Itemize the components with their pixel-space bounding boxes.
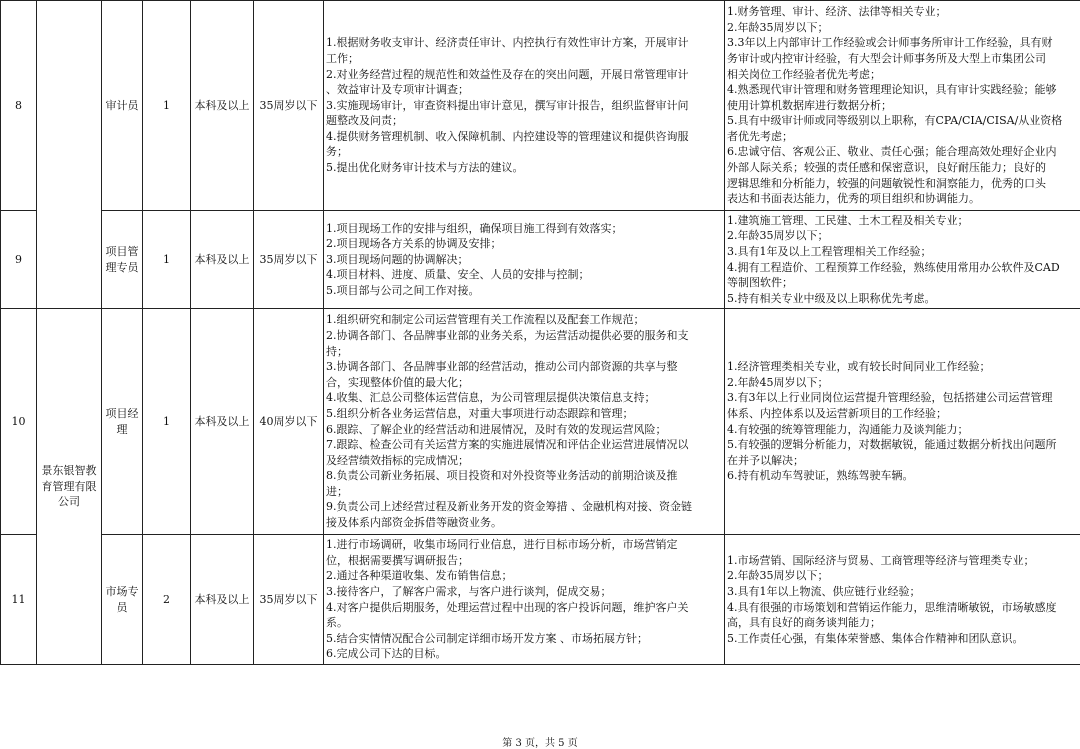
requirement-line: 1.建筑施工管理、工民建、土木工程及相关专业；	[727, 213, 1079, 229]
duty-line: 9.负责公司上述经营过程及新业务开发的资金筹措 、金融机构对接、资金链	[326, 499, 722, 515]
requirement-line: 使用计算机数据库进行数据分析；	[727, 98, 1079, 114]
duty-line: 4.提供财务管理机制、收入保障机制、内控建设等的管理建议和提供咨询服	[326, 129, 722, 145]
row-number: 11	[1, 535, 37, 665]
duty-line: 及经营绩效指标的完成情况；	[326, 453, 722, 469]
requirement-line: 5.持有相关专业中级及以上职称优先考虑。	[727, 291, 1079, 307]
age-requirement: 35周岁以下	[254, 1, 324, 211]
duty-line: 3.接待客户，了解客户需求，与客户进行谈判，促成交易；	[326, 584, 722, 600]
row-number: 8	[1, 1, 37, 211]
requirement-line: 等制图软件；	[727, 275, 1079, 291]
requirement-line: 在并予以解决；	[727, 453, 1079, 469]
job-duties	[324, 535, 725, 665]
age-requirement: 40周岁以下	[254, 309, 324, 535]
duty-line: 系。	[326, 615, 722, 631]
requirement-line: 5.具有中级审计师或同等级别以上职称，有CPA/CIA/CISA/从业资格	[727, 113, 1079, 129]
requirement-line: 4.熟悉现代审计管理和财务管理理论知识，具有审计实践经验；能够	[727, 82, 1079, 98]
requirement-line: 者优先考虑；	[727, 129, 1079, 145]
job-requirements	[725, 535, 1080, 665]
requirement-line: 逻辑思维和分析能力，较强的问题敏锐性和洞察能力，优秀的口头	[727, 176, 1079, 192]
age-requirement: 35周岁以下	[254, 535, 324, 665]
duty-line: 3.项目现场问题的协调解决；	[326, 252, 722, 268]
job-duties	[324, 1, 725, 211]
duty-line: 持；	[326, 344, 722, 360]
requirement-line: 1.市场营销、国际经济与贸易、工商管理等经济与管理类专业；	[727, 553, 1079, 569]
requirement-line: 2.年龄35周岁以下；	[727, 228, 1079, 244]
duty-line: 1.项目现场工作的安排与组织，确保项目施工得到有效落实；	[326, 221, 722, 237]
position-title: 审计员	[102, 1, 143, 211]
table-row	[1, 211, 1080, 309]
headcount: 1	[143, 1, 191, 211]
job-duties	[324, 309, 725, 535]
requirement-line: 6.持有机动车驾驶证，熟练驾驶车辆。	[727, 468, 1079, 484]
duty-line: 4.对客户提供后期服务，处理运营过程中出现的客户投诉问题，维护客户关	[326, 600, 722, 616]
requirement-line: 相关岗位工作经验者优先考虑；	[727, 67, 1079, 83]
duty-line: 1.根据财务收支审计、经济责任审计、内控执行有效性审计方案，开展审计	[326, 35, 722, 51]
requirement-line: 2.年龄35周岁以下；	[727, 568, 1079, 584]
duty-line: 5.结合实情情况配合公司制定详细市场开发方案 、市场拓展方针；	[326, 631, 722, 647]
requirement-line: 2.年龄35周岁以下；	[727, 20, 1079, 36]
requirement-line: 3.3年以上内部审计工作经验或会计师事务所审计工作经验，具有财	[727, 35, 1079, 51]
duty-line: 进；	[326, 484, 722, 500]
duty-line: 题整改及问责；	[326, 113, 722, 129]
age-requirement: 35周岁以下	[254, 211, 324, 309]
duty-line: 8.负责公司新业务拓展、项目投资和对外投资等业务活动的前期洽谈及推	[326, 468, 722, 484]
requirement-line: 5.工作责任心强，有集体荣誉感、集体合作精神和团队意识。	[727, 631, 1079, 647]
requirement-line: 4.拥有工程造价、工程预算工作经验，熟练使用常用办公软件及CAD	[727, 260, 1079, 276]
table-row	[1, 1, 1080, 211]
page-footer: 第 3 页，共 5 页	[0, 734, 1080, 749]
duty-line: 接及体系内部资金拆借等融资业务。	[326, 515, 722, 531]
duty-line: 6.跟踪、了解企业的经营活动和进展情况，及时有效的发现运营风险；	[326, 422, 722, 438]
table-row	[1, 309, 1080, 535]
duty-line: 4.收集、汇总公司整体运营信息，为公司管理层提供决策信息支持；	[326, 390, 722, 406]
requirement-line: 1.经济管理类相关专业，或有较长时间同业工作经验；	[727, 359, 1079, 375]
duty-line: 位，根据需要撰写调研报告；	[326, 553, 722, 569]
company-name: 景东银智教育管理有限公司	[37, 309, 102, 665]
requirement-line: 5.有较强的逻辑分析能力，对数据敏锐，能通过数据分析找出问题所	[727, 437, 1079, 453]
duty-line: 2.对业务经营过程的规范性和效益性及存在的突出问题，开展日常管理审计	[326, 67, 722, 83]
requirement-line: 务审计或内控审计经验，有大型会计师事务所及大型上市集团公司	[727, 51, 1079, 67]
education-requirement: 本科及以上	[191, 1, 254, 211]
requirement-line: 3.具有1年及以上工程管理相关工作经验；	[727, 244, 1079, 260]
requirement-line: 3.具有1年以上物流、供应链行业经验；	[727, 584, 1079, 600]
duty-line: 5.项目部与公司之间工作对接。	[326, 283, 722, 299]
row-number: 10	[1, 309, 37, 535]
job-requirements	[725, 309, 1080, 535]
requirement-line: 高，具有良好的商务谈判能力；	[727, 615, 1079, 631]
position-title: 市场专员	[102, 535, 143, 665]
requirement-line: 4.有较强的统筹管理能力，沟通能力及谈判能力；	[727, 422, 1079, 438]
duty-line: 合，实现整体价值的最大化；	[326, 375, 722, 391]
job-requirements	[725, 211, 1080, 309]
duty-line: 4.项目材料、进度、质量、安全、人员的安排与控制；	[326, 267, 722, 283]
duty-line: 2.项目现场各方关系的协调及安排；	[326, 236, 722, 252]
position-title: 项目管理专员	[102, 211, 143, 309]
requirement-line: 6.忠诚守信、客观公正、敬业、责任心强；能合理高效处理好企业内	[727, 144, 1079, 160]
job-duties	[324, 211, 725, 309]
duty-line: 7.跟踪、检查公司有关运营方案的实施进展情况和评估企业运营进展情况以	[326, 437, 722, 453]
duty-line: 6.完成公司下达的目标。	[326, 646, 722, 662]
duty-line: 务；	[326, 144, 722, 160]
job-requirements	[725, 1, 1080, 211]
requirement-line: 体系、内控体系以及运营新项目的工作经验；	[727, 406, 1079, 422]
headcount: 1	[143, 309, 191, 535]
requirement-line: 2.年龄45周岁以下；	[727, 375, 1079, 391]
education-requirement: 本科及以上	[191, 211, 254, 309]
headcount: 1	[143, 211, 191, 309]
duty-line: 工作；	[326, 51, 722, 67]
company-cell-empty	[37, 1, 102, 309]
duty-line: 、效益审计及专项审计调查；	[326, 82, 722, 98]
duty-line: 1.进行市场调研，收集市场同行业信息，进行目标市场分析，市场营销定	[326, 537, 722, 553]
position-title: 项目经理	[102, 309, 143, 535]
requirement-line: 外部人际关系；较强的责任感和保密意识，良好耐压能力；良好的	[727, 160, 1079, 176]
requirement-line: 表达和书面表达能力，优秀的项目组织和协调能力。	[727, 191, 1079, 207]
duty-line: 5.提出优化财务审计技术与方法的建议。	[326, 160, 722, 176]
table-row	[1, 535, 1080, 665]
duty-line: 2.通过各种渠道收集、发布销售信息；	[326, 568, 722, 584]
requirement-line: 3.有3年以上行业同岗位运营提升管理经验，包括搭建公司运营管理	[727, 390, 1079, 406]
duty-line: 3.协调各部门、各品牌事业部的经营活动，推动公司内部资源的共享与整	[326, 359, 722, 375]
headcount: 2	[143, 535, 191, 665]
duty-line: 3.实施现场审计，审查资料提出审计意见，撰写审计报告，组织监督审计问	[326, 98, 722, 114]
duty-line: 5.组织分析各业务运营信息，对重大事项进行动态跟踪和管理；	[326, 406, 722, 422]
requirement-line: 4.具有很强的市场策划和营销运作能力，思维清晰敏锐，市场敏感度	[727, 600, 1079, 616]
duty-line: 1.组织研究和制定公司运营管理有关工作流程以及配套工作规范；	[326, 312, 722, 328]
duty-line: 2.协调各部门、各品牌事业部的业务关系，为运营活动提供必要的服务和支	[326, 328, 722, 344]
row-number: 9	[1, 211, 37, 309]
education-requirement: 本科及以上	[191, 535, 254, 665]
education-requirement: 本科及以上	[191, 309, 254, 535]
requirement-line: 1.财务管理、审计、经济、法律等相关专业；	[727, 4, 1079, 20]
